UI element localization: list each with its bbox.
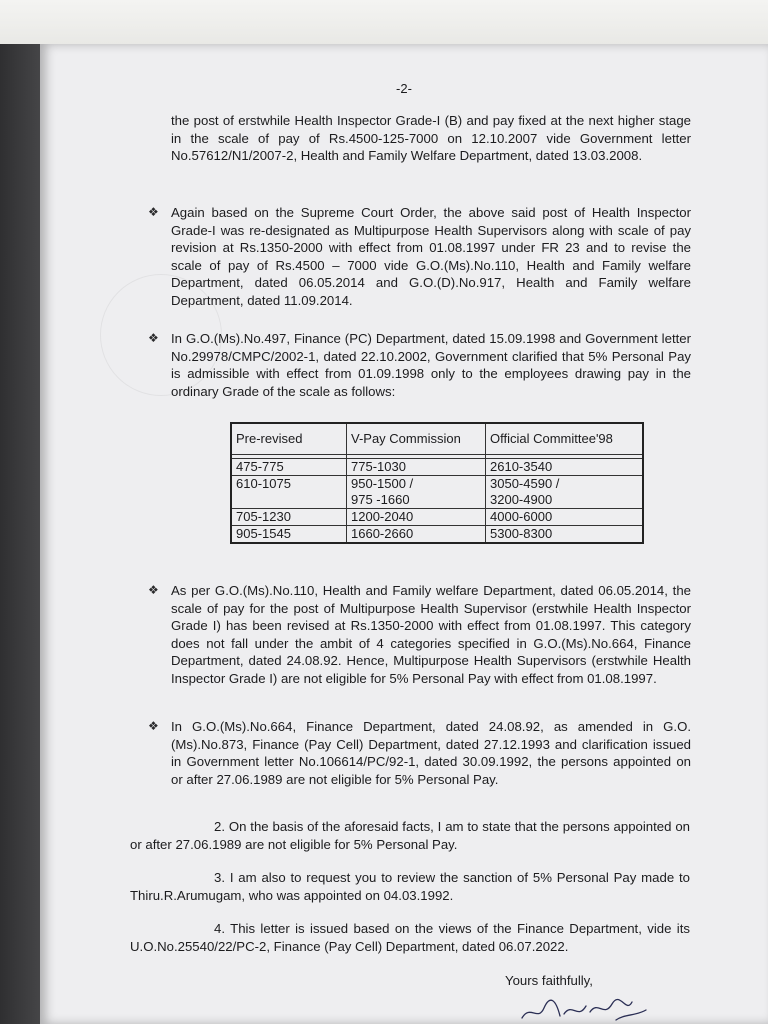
intro-paragraph: the post of erstwhile Health Inspector Grade-I (B) and pay fixed at the next higher stage in the scale of pay of Rs.4500-125-7000 on 12.10.2007 vide Government letter No.57612/N1/2007-2, Health and Family Welfare Department, dated 13.03.2008. (171, 113, 691, 164)
table-header-cell: Pre-revised (231, 423, 347, 455)
table-row (231, 526, 643, 544)
table-cell: 905-1545 (231, 526, 347, 544)
table-header-cell: V-Pay Commission (347, 423, 486, 455)
table-row (231, 476, 643, 509)
table-cell: 3050-4590 / 3200-4900 (486, 476, 644, 509)
pay-scale-table (230, 422, 644, 544)
table-cell: 5300-8300 (486, 526, 644, 544)
handwritten-signature-icon (520, 994, 650, 1024)
table-cell: 4000-6000 (486, 509, 644, 526)
table-cell: 1660-2660 (347, 526, 486, 544)
table-cell: 1200-2040 (347, 509, 486, 526)
scan-left-edge (0, 44, 40, 1024)
numbered-paragraph: 3. I am also to request you to review the sanction of 5% Personal Pay made to Thiru.R.Arumugam, who was appointed on 04.03.1992. (130, 870, 690, 903)
diamond-bullet-icon: ❖ (148, 583, 159, 597)
table-cell: 2610-3540 (486, 459, 644, 476)
table-cell: 775-1030 (347, 459, 486, 476)
page-number: -2- (396, 81, 412, 96)
numbered-paragraph: 4. This letter is issued based on the views of the Finance Department, vide its U.O.No.25540/22/PC-2, Finance (Pay Cell) Department, dated 06.07.2022. (130, 921, 690, 954)
table-cell: 610-1075 (231, 476, 347, 509)
table-cell: 950-1500 / 975 -1660 (347, 476, 486, 509)
table-header-row (231, 423, 643, 455)
bullet-text: In G.O.(Ms).No.497, Finance (PC) Department, dated 15.09.1998 and Government letter No.29978/CMPC/2002-1, dated 22.10.2002, Government clarified that 5% Personal Pay is admissible with effect from 01.09.1998 only to the employees drawing pay in the ordinary Grade of the scale as follows: (171, 331, 691, 399)
table-row (231, 509, 643, 526)
closing-salutation: Yours faithfully, (505, 973, 593, 988)
diamond-bullet-icon: ❖ (148, 719, 159, 733)
table-cell: 705-1230 (231, 509, 347, 526)
bullet-text: As per G.O.(Ms).No.110, Health and Family welfare Department, dated 06.05.2014, the scale of pay for the post of Multipurpose Health Supervisor (erstwhile Health Inspector Grade I) has been revised at Rs.1350-2000 with effect from 01.08.1997. This category does not fall under the ambit of 4 categories specified in G.O.(Ms).No.664, Finance Department, dated 24.08.92. Hence, Multipurpose Health Supervisors (erstwhile Health Inspector Grade I) are not eligible for 5% Personal Pay with effect from 01.08.1997. (171, 583, 691, 686)
bullet-text: In G.O.(Ms).No.664, Finance Department, dated 24.08.92, as amended in G.O.(Ms).No.873, Finance (Pay Cell) Department, dated 27.12.1993 and clarification issued in Government letter No.106614/PC/92-1, dated 30.09.1992, the persons appointed on or after 27.06.1989 are not eligible for 5% Personal Pay. (171, 719, 691, 787)
table-header-cell: Official Committee'98 (486, 423, 644, 455)
table-cell: 475-775 (231, 459, 347, 476)
numbered-paragraph: 2. On the basis of the aforesaid facts, I am to state that the persons appointed on or after 27.06.1989 are not eligible for 5% Personal Pay. (130, 819, 690, 852)
diamond-bullet-icon: ❖ (148, 205, 159, 219)
scan-top-margin (0, 0, 768, 44)
bullet-text: Again based on the Supreme Court Order, the above said post of Health Inspector Grade-I was re-designated as Multipurpose Health Supervisors along with scale of pay revision at Rs.1350-2000 with effect from 01.08.1997 under FR 23 and to revise the scale of pay of Rs.4500 – 7000 vide G.O.(Ms).No.110, Health and Family welfare Department, dated 06.05.2014 and G.O.(D).No.917, Health and Family welfare Department, dated 11.09.2014. (171, 205, 691, 308)
letter-page (40, 44, 768, 1024)
table-row (231, 459, 643, 476)
diamond-bullet-icon: ❖ (148, 331, 159, 345)
